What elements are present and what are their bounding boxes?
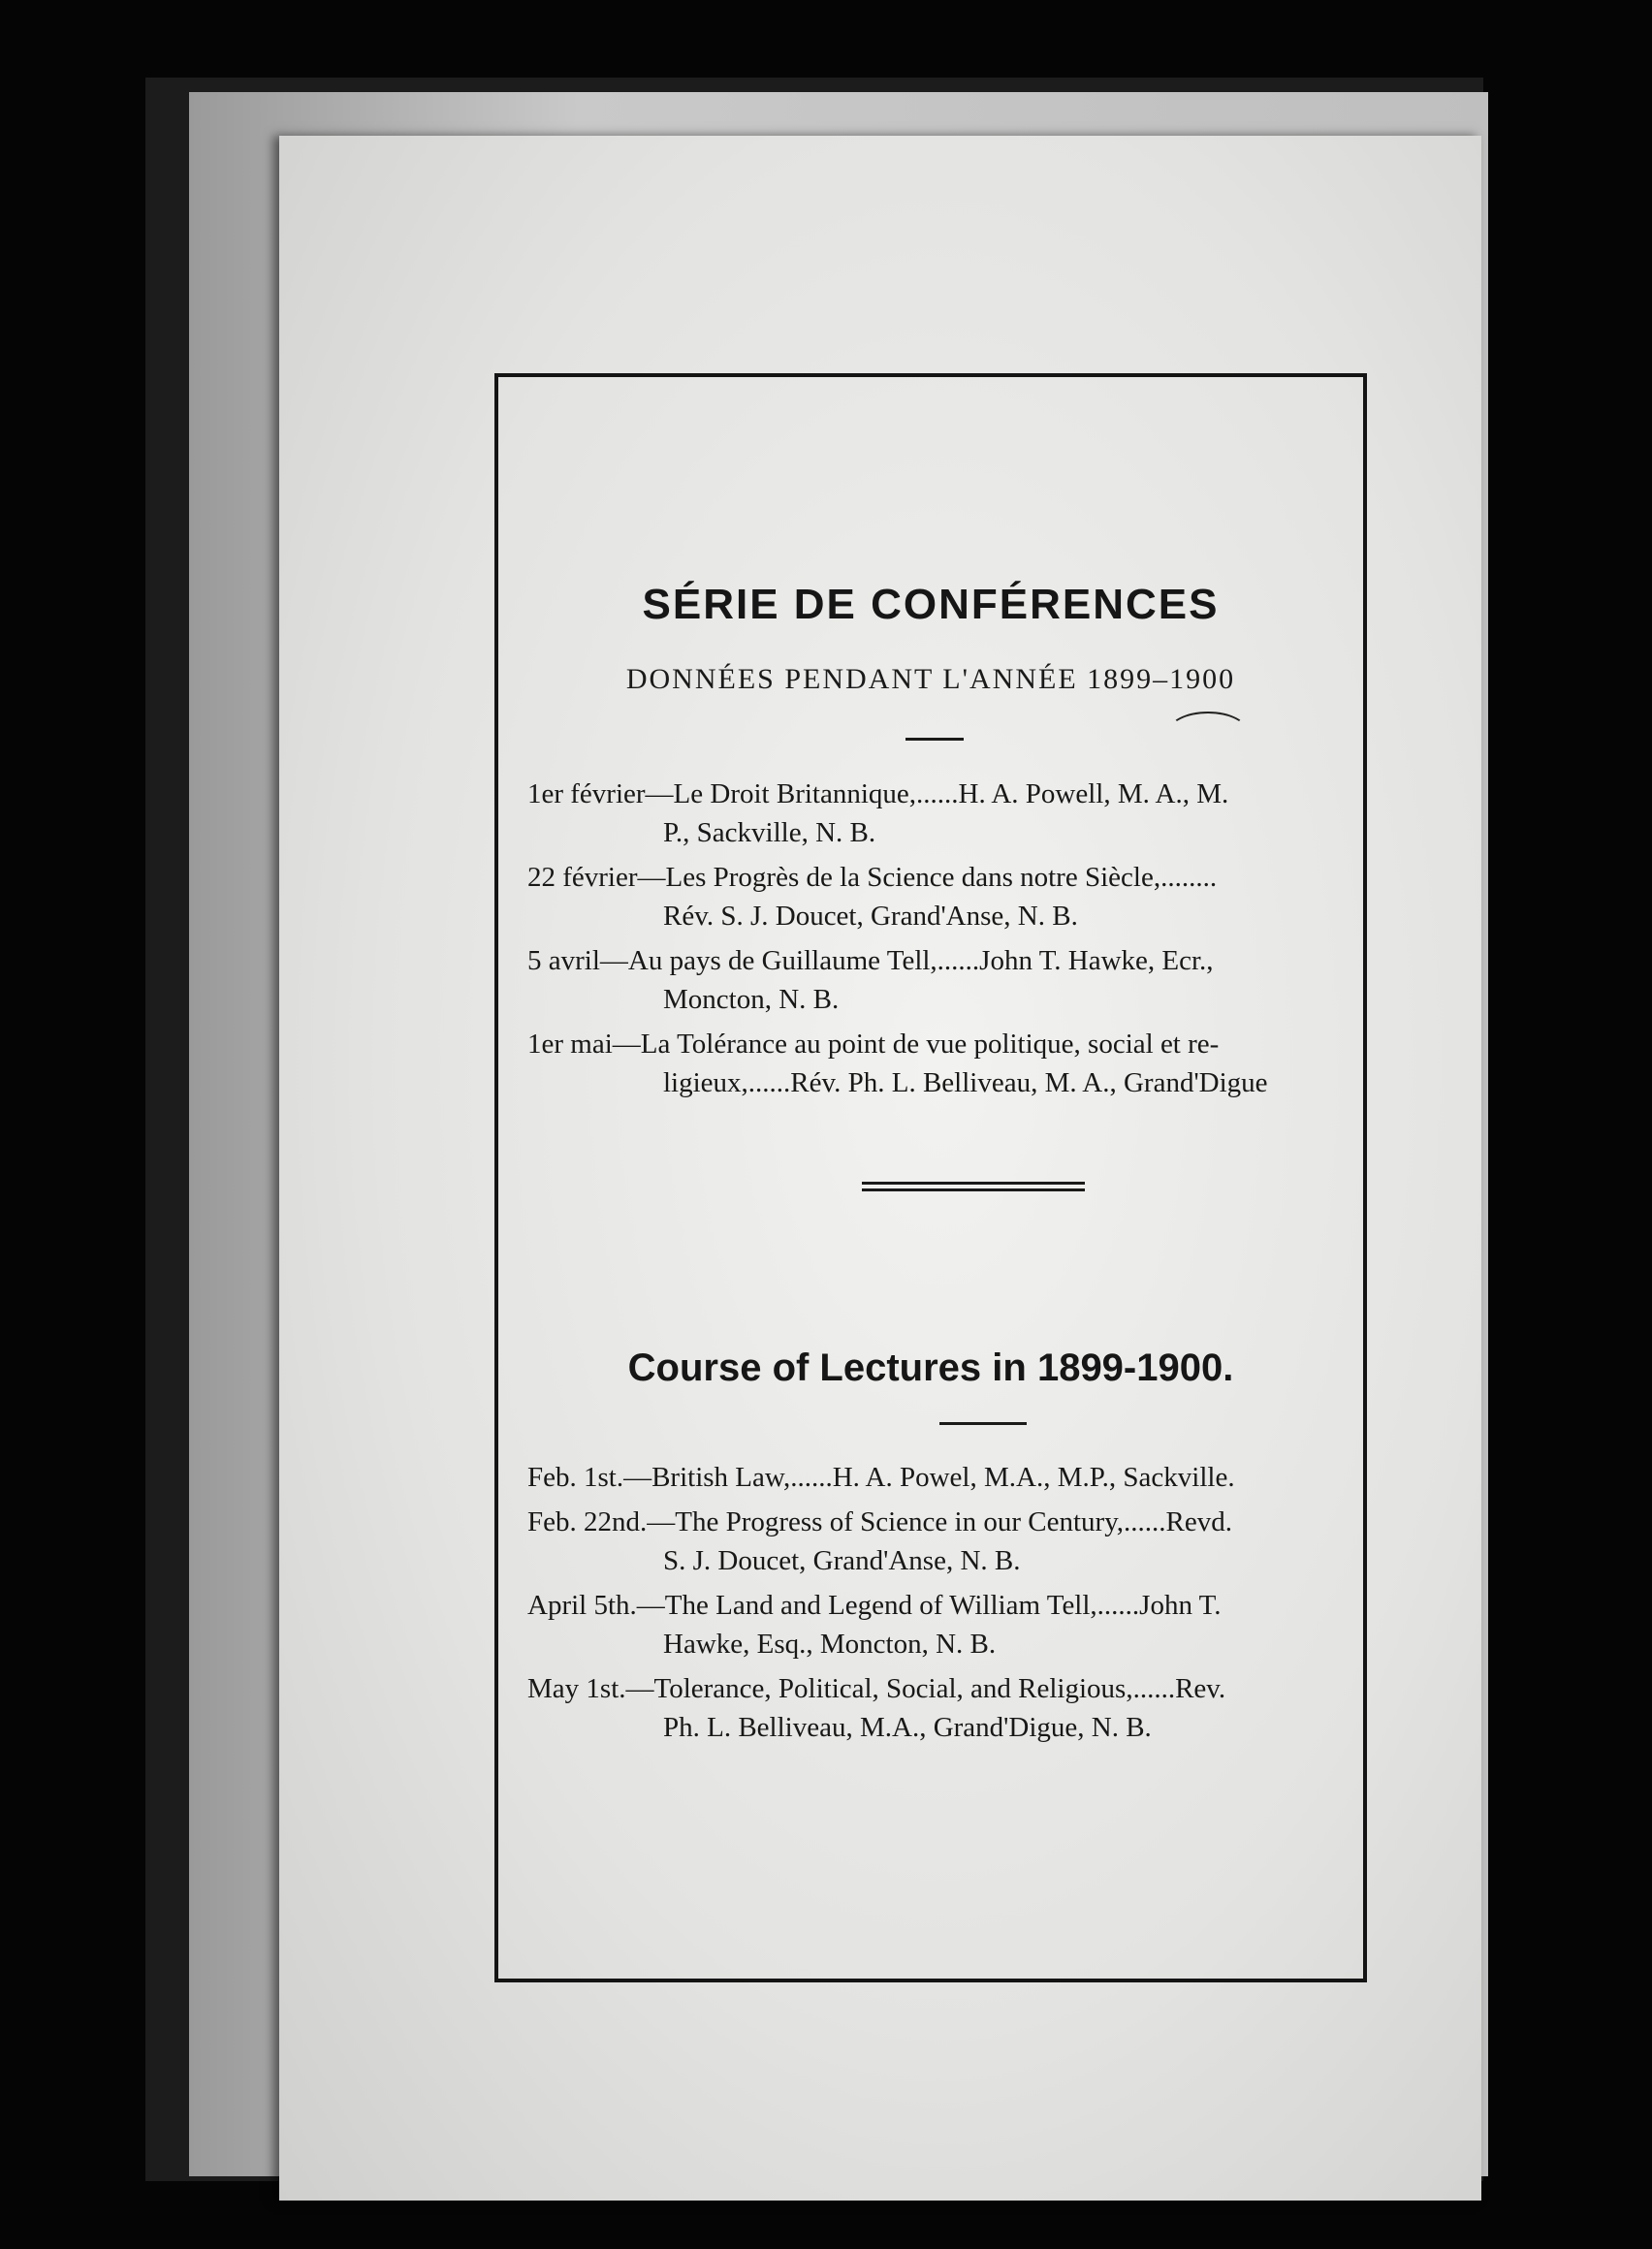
lecture-entry xyxy=(527,1025,1351,1102)
lecture-frame xyxy=(494,373,1367,1982)
english-title: Course of Lectures in 1899-1900. xyxy=(627,1346,1234,1389)
entry-line: ligieux,......Rév. Ph. L. Belliveau, M. A., Grand'Digue xyxy=(663,1067,1268,1098)
section-divider xyxy=(862,1182,1085,1191)
lecture-entry xyxy=(527,1586,1351,1663)
entry-line: Moncton, N. B. xyxy=(663,984,840,1015)
entry-line: 1er mai—La Tolérance au point de vue politique, social et re- xyxy=(527,1029,1220,1060)
lecture-entry xyxy=(527,775,1351,852)
entry-line: 5 avril—Au pays de Guillaume Tell,......John T. Hawke, Ecr., xyxy=(527,945,1214,976)
lecture-entry xyxy=(527,1458,1351,1497)
entry-line: May 1st.—Tolerance, Political, Social, and Religious,......Rev. xyxy=(527,1673,1226,1704)
french-lecture-list xyxy=(527,775,1351,1108)
entry-line: P., Sackville, N. B. xyxy=(663,817,876,848)
english-lecture-list xyxy=(527,1458,1351,1753)
lecture-entry xyxy=(527,1503,1351,1580)
entry-line: Feb. 22nd.—The Progress of Science in our Century,......Revd. xyxy=(527,1506,1233,1537)
short-divider xyxy=(905,738,964,741)
short-divider xyxy=(939,1422,1027,1425)
entry-line: Hawke, Esq., Moncton, N. B. xyxy=(663,1629,997,1660)
entry-line: 22 février—Les Progrès de la Science dans notre Siècle,........ xyxy=(527,862,1218,893)
entry-line: Ph. L. Belliveau, M.A., Grand'Digue, N. B. xyxy=(663,1712,1152,1743)
entry-line: Rév. S. J. Doucet, Grand'Anse, N. B. xyxy=(663,901,1078,932)
lecture-entry xyxy=(527,858,1351,935)
entry-line: S. J. Doucet, Grand'Anse, N. B. xyxy=(663,1545,1021,1576)
entry-line: 1er février—Le Droit Britannique,......H. A. Powell, M. A., M. xyxy=(527,778,1229,809)
french-subtitle: DONNÉES PENDANT L'ANNÉE 1899–1900 xyxy=(625,663,1236,695)
pencil-scribble xyxy=(1167,712,1249,754)
lecture-entry xyxy=(527,1669,1351,1747)
french-title: SÉRIE DE CONFÉRENCES xyxy=(642,581,1220,628)
entry-line: Feb. 1st.—British Law,......H. A. Powel, M.A., M.P., Sackville. xyxy=(527,1462,1235,1493)
entry-line: April 5th.—The Land and Legend of William Tell,......John T. xyxy=(527,1590,1222,1621)
lecture-entry xyxy=(527,941,1351,1019)
